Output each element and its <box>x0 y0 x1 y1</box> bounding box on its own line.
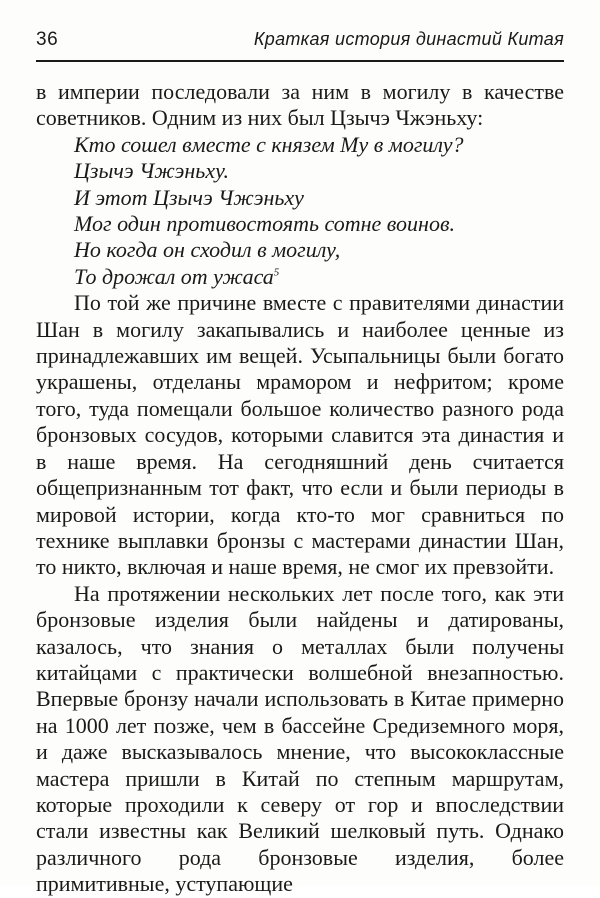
paragraph-bronze-origins: На протяжении нескольких лет после того, как эти бронзовые изделия были найдены и датированы, казалось, что знания о металлах были получены китайцами с практически волшебной внезапностью. Впервые бронзу начали использовать в Китае примерно на 1000 лет позже, чем в бассейне Средиземного моря, и даже высказывалось мнение, что высококлассные мастера пришли в Китай по степным маршрутам, которые проходили к северу от гор и впоследствии стали известны как Великий шелковый путь. Однако различного рода бронзовые изделия, более примитивные, уступающие <box>36 580 564 897</box>
poem-line: Мог один противостоять сотне воинов. <box>74 211 455 237</box>
footnote-ref: 5 <box>273 266 280 279</box>
poem-line: И этот Цзычэ Чжэньху <box>74 184 304 210</box>
poem-line: Цзычэ Чжэньху. <box>74 158 229 184</box>
header-rule <box>36 60 564 62</box>
page-header <box>36 27 564 51</box>
poem-line: Кто сошел вместе с князем Му в могилу? <box>74 131 464 157</box>
page-number: 36 <box>36 29 59 50</box>
poem-line-text: То дрожал от ужаса <box>74 263 274 289</box>
poem-line-last <box>74 264 564 290</box>
running-title: Краткая история династий Китая <box>253 29 564 49</box>
poem-line: Но когда он сходил в могилу, <box>74 237 341 263</box>
intro-paragraph: в империи последовали за ним в могилу в качестве советников. Одним из них был Цзычэ Чжэньху: <box>36 79 564 131</box>
body-text <box>36 79 564 898</box>
paragraph-bronze-tombs: По той же причине вместе с правителями династии Шан в могилу закапывались и наиболее ценные из принадлежавших им вещей. Усыпальницы были богато украшены, отделаны мрамором и нефритом; кроме того, туда помещали большое количество разного рода бронзовых сосудов, которыми славится эта династия и в наше время. На сегодняшний день считается общепризнанным тот факт, что если и были периоды в мировой истории, когда кто-то мог сравниться по технике выплавки бронзы с мастерами династии Шан, то никто, включая и наше время, не смог их превзойти. <box>36 290 564 580</box>
poem-quote <box>36 132 564 290</box>
